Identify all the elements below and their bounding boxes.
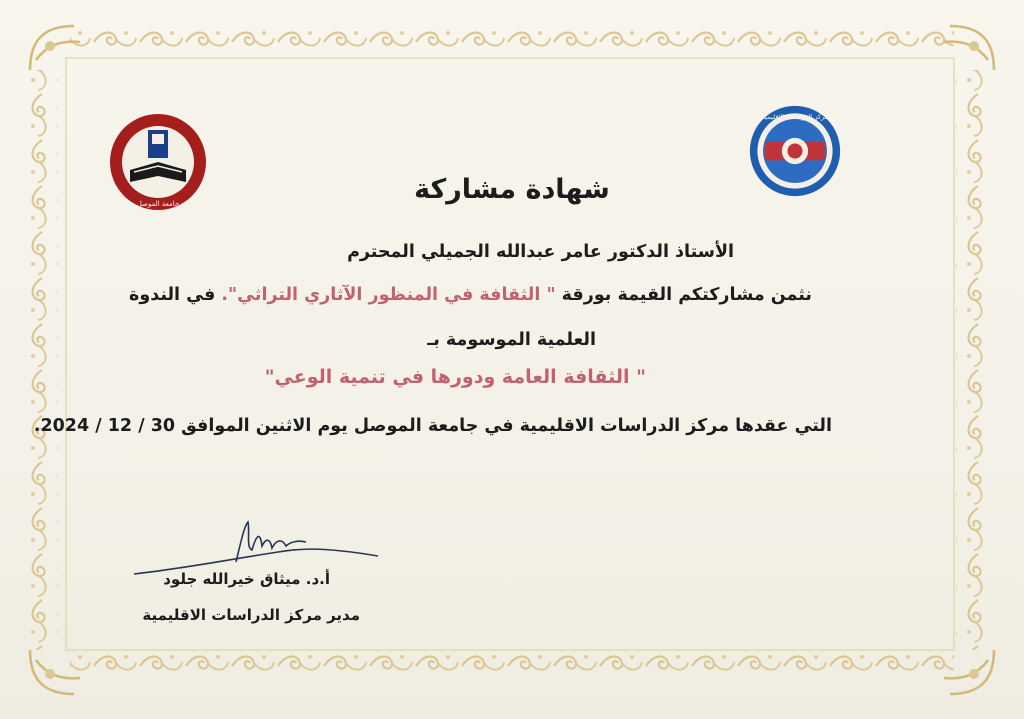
signer-title: مدير مركز الدراسات الاقليمية — [142, 606, 360, 624]
paper-title: " الثقافة في المنظور الآثاري التراثي". — [221, 285, 556, 305]
body-line-2: العلمية الموسومة بـ — [427, 330, 596, 350]
body-line-1-suffix: في الندوة — [129, 285, 222, 305]
regional-studies-seal-text: مركز الدراسات الاقليمية — [761, 113, 829, 122]
certificate-title: شهادة مشاركة — [414, 174, 610, 205]
university-seal-text: جامعة الموصل — [136, 200, 180, 208]
recipient-line: الأستاذ الدكتور عامر عبدالله الجميلي المحترم — [347, 242, 734, 262]
event-line: التي عقدها مركز الدراسات الاقليمية في جامعة الموصل يوم الاثنين الموافق 30 / 12 / 2024. — [33, 416, 832, 436]
body-line-1 — [129, 285, 812, 305]
signer-name: أ.د. ميثاق خيرالله جلود — [163, 570, 330, 588]
body-line-1-prefix: نثمن مشاركتكم القيمة بورقة — [555, 285, 812, 305]
seminar-theme: " الثقافة العامة ودورها في تنمية الوعي" — [264, 366, 646, 388]
